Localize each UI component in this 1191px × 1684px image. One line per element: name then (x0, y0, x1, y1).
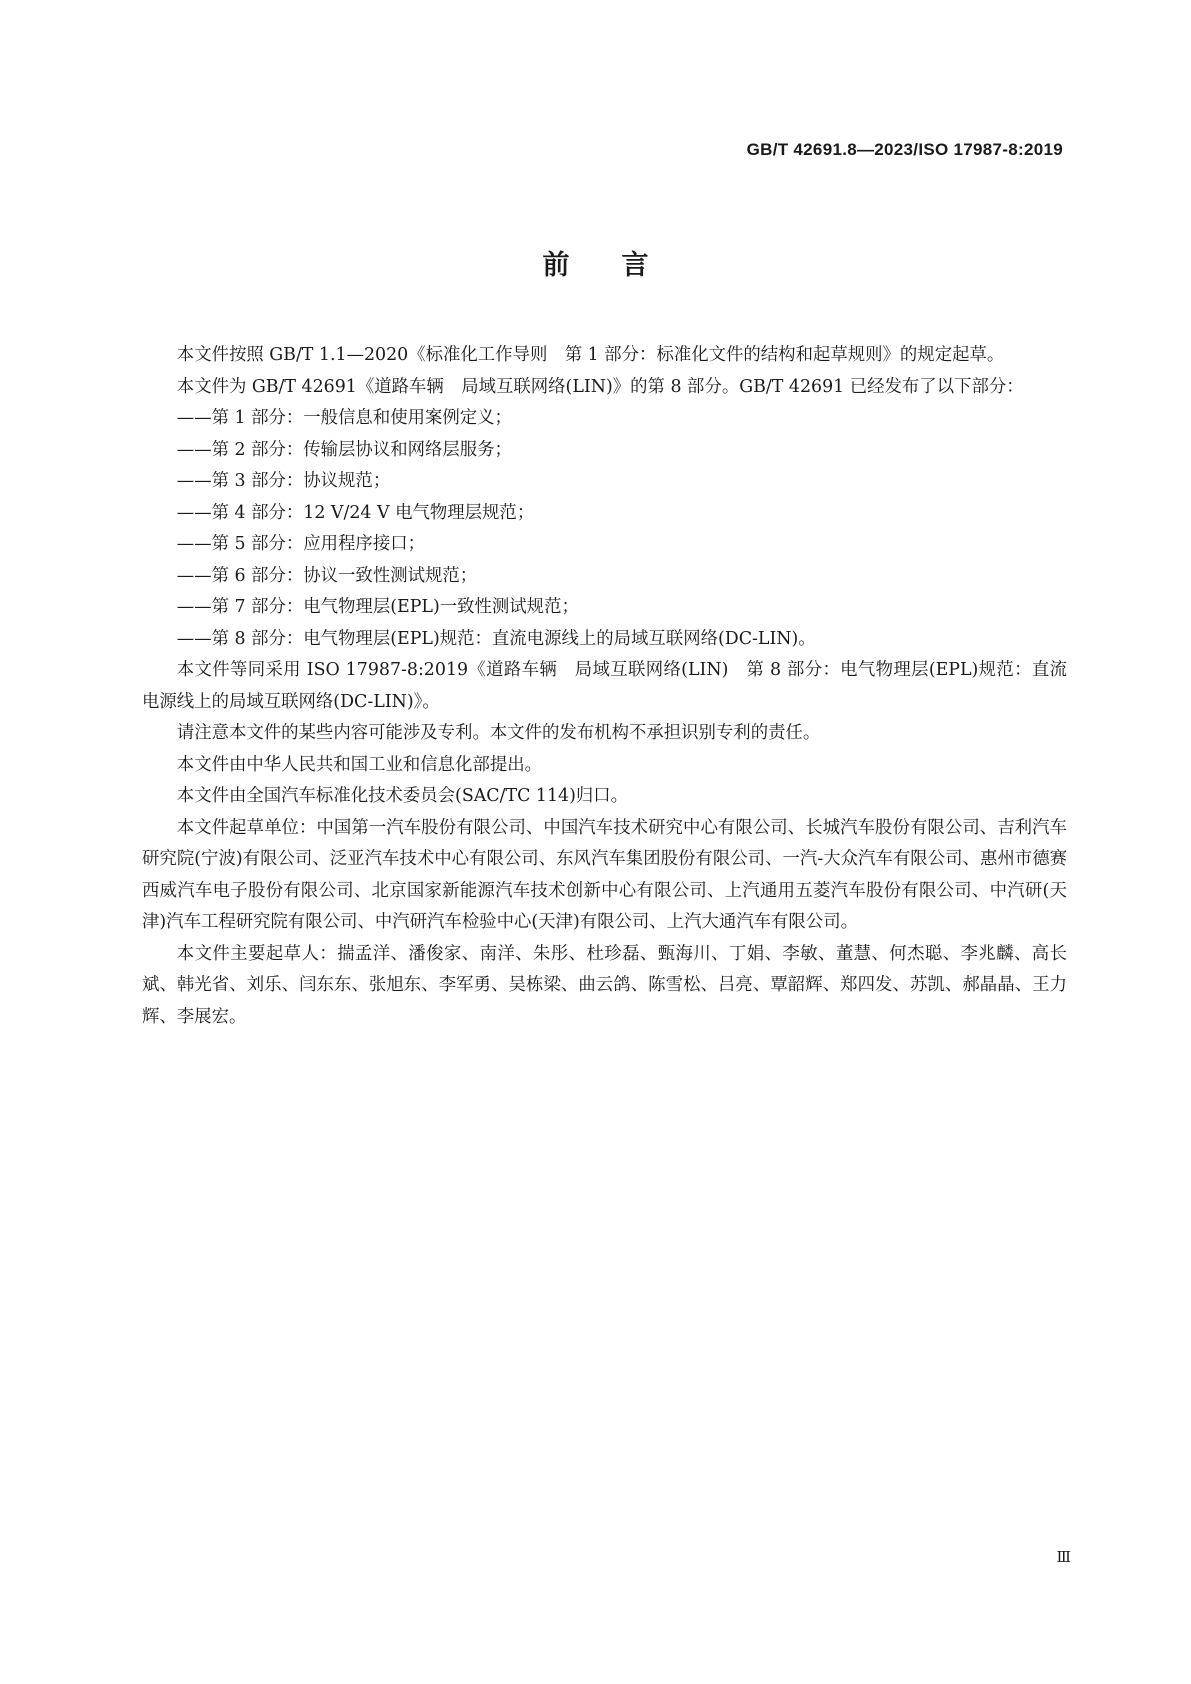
list-item: ——第 2 部分：传输层协议和网络层服务； (176, 439, 512, 460)
page-title: 前言 (542, 250, 701, 281)
paragraph-centralized-by: 本文件由全国汽车标准化技术委员会(SAC/TC 114)归口。 (176, 786, 629, 806)
paragraph-adoption: 本文件等同采用 ISO 17987-8:2019《道路车辆 局域互联网络(LIN) 第 8 部分：电气物理层(EPL)规范：直流电源线上的局域互联网络(DC-LIN)》。 (142, 660, 1067, 712)
paragraph-drafters: 本文件主要起草人：揣孟洋、潘俊家、南洋、朱彤、杜珍磊、甄海川、丁娟、李敏、董慧、何杰聪、李兆麟、高长斌、韩光省、刘乐、闫东东、张旭东、李军勇、吴栋梁、曲云鸽、陈雪松、吕亮、覃韶辉、郑四发、苏凯、郝晶晶、王力辉、李展宏。 (142, 943, 1067, 1027)
paragraph-proposed-by: 本文件由中华人民共和国工业和信息化部提出。 (176, 754, 543, 775)
paragraph-series-intro: 本文件为 GB/T 42691《道路车辆 局域互联网络(LIN)》的第 8 部分。GB/T 42691 已经发布了以下部分： (176, 376, 1024, 397)
list-item: ——第 7 部分：电气物理层(EPL)一致性测试规范； (176, 597, 579, 617)
list-item: ——第 1 部分：一般信息和使用案例定义； (176, 408, 512, 428)
list-item: ——第 4 部分：12 V/24 V 电气物理层规范； (176, 502, 535, 523)
list-item: ——第 5 部分：应用程序接口； (176, 534, 425, 554)
list-item: ——第 3 部分：协议规范； (176, 471, 391, 491)
standard-number: GB/T 42691.8—2023/ISO 17987-8:2019 (746, 140, 1063, 159)
foreword-body (142, 340, 1067, 1033)
paragraph-patent-notice: 请注意本文件的某些内容可能涉及专利。本文件的发布机构不承担识别专利的责任。 (176, 723, 821, 743)
list-item: ——第 6 部分：协议一致性测试规范； (176, 565, 478, 586)
paragraph-drafting-units: 本文件起草单位：中国第一汽车股份有限公司、中国汽车技术研究中心有限公司、长城汽车股份有限公司、吉利汽车研究院(宁波)有限公司、泛亚汽车技术中心有限公司、东风汽车集团股份有限公司、一汽-大众汽车有限公司、惠州市德赛西威汽车电子股份有限公司、北京国家新能源汽车技术创新中心有限公司、上汽通用五菱汽车股份有限公司、中汽研(天津)汽车工程研究院有限公司、中汽研汽车检验中心(天津)有限公司、上汽大通汽车有限公司。 (142, 817, 1067, 932)
page-number: Ⅲ (1056, 1548, 1071, 1566)
list-item: ——第 8 部分：电气物理层(EPL)规范：直流电源线上的局域互联网络(DC-LIN)。 (176, 628, 816, 649)
paragraph-drafting-rules: 本文件按照 GB/T 1.1—2020《标准化工作导则 第 1 部分：标准化文件的结构和起草规则》的规定起草。 (176, 345, 1005, 365)
